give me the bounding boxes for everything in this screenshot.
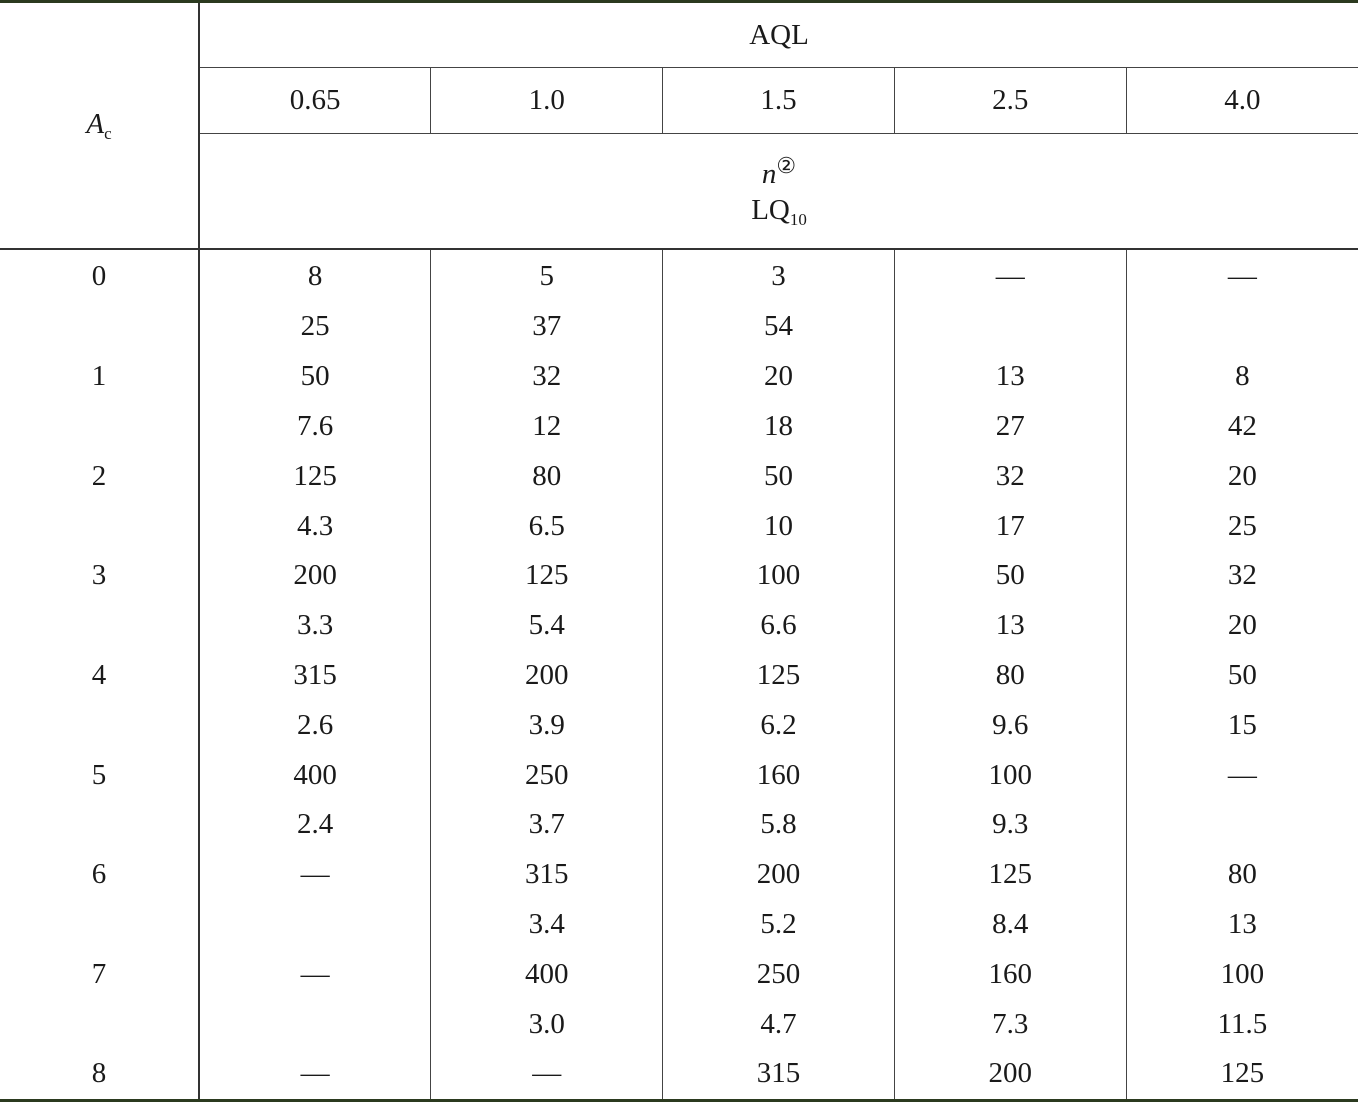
table-row	[0, 451, 1358, 501]
table-cell: 3.4	[431, 900, 663, 950]
ac-value-cell: 2	[0, 451, 199, 501]
ac-value-cell: 5	[0, 750, 199, 800]
ac-value-cell	[0, 900, 199, 950]
table-cell: 18	[663, 402, 895, 452]
table-cell: 160	[894, 949, 1126, 999]
table-cell: 250	[663, 949, 895, 999]
table-cell: 32	[431, 352, 663, 402]
table-cell: 7.3	[894, 999, 1126, 1049]
table-cell: 5	[431, 249, 663, 302]
table-cell: 11.5	[1217, 1007, 1268, 1040]
ac-column-header	[0, 2, 199, 250]
table-row	[0, 1049, 1358, 1100]
table-cell: 125	[431, 551, 663, 601]
table-cell: 13	[1227, 907, 1257, 940]
table-cell: 10	[663, 501, 895, 551]
table-cell: 32	[894, 451, 1126, 501]
aql-value-cell: 1.5	[663, 68, 895, 134]
table-cell: 9.3	[894, 800, 1126, 850]
ac-value-cell: 4	[0, 651, 199, 701]
table-cell: 50	[1227, 658, 1257, 691]
table-cell: 3.9	[431, 700, 663, 750]
table-cell: 5.4	[431, 601, 663, 651]
table-cell: 100	[663, 551, 895, 601]
lq-subscript: 10	[789, 210, 807, 229]
table-cell: 37	[431, 302, 663, 352]
table-cell: 54	[663, 302, 895, 352]
aql-value-cell: 2.5	[894, 68, 1126, 134]
aql-values-row	[0, 68, 1358, 134]
table-cell: 7.6	[199, 402, 431, 452]
table-cell: 27	[894, 402, 1126, 452]
ac-value-cell: 6	[0, 850, 199, 900]
table-cell: 100	[1220, 957, 1265, 990]
table-cell: 25	[199, 302, 431, 352]
table-cell	[199, 999, 431, 1049]
table-cell: 2.4	[199, 800, 431, 850]
table-cell: 3.7	[431, 800, 663, 850]
table-cell	[894, 302, 1126, 352]
table-cell: 13	[894, 352, 1126, 402]
table-row	[0, 850, 1358, 900]
ac-symbol: A	[86, 107, 105, 140]
table-cell: 50	[894, 551, 1126, 601]
n-symbol: n	[761, 157, 777, 190]
table-cell: 80	[894, 651, 1126, 701]
table-cell: 250	[431, 750, 663, 800]
table-row	[0, 352, 1358, 402]
n-lq-header	[199, 134, 1358, 250]
n-label	[200, 152, 1358, 192]
table-cell: 32	[1227, 559, 1257, 592]
ac-value-cell: 7	[0, 949, 199, 999]
table-cell: —	[431, 1049, 663, 1100]
aql-value-cell: 1.0	[431, 68, 663, 134]
table-cell: 400	[431, 949, 663, 999]
table-cell: —	[199, 850, 431, 900]
table-cell: 9.6	[894, 700, 1126, 750]
table-cell: 125	[663, 651, 895, 701]
table-row	[0, 402, 1358, 452]
aql-value-cell: 0.65	[199, 68, 431, 134]
table-cell: 400	[199, 750, 431, 800]
table-cell: 20	[1227, 459, 1257, 492]
table-cell: 200	[431, 651, 663, 701]
table-cell: 25	[1227, 509, 1257, 542]
table-row	[0, 651, 1358, 701]
table-row	[0, 949, 1358, 999]
table-cell: —	[199, 949, 431, 999]
ac-value-cell	[0, 601, 199, 651]
table-cell: 20	[663, 352, 895, 402]
aql-header: AQL	[199, 2, 1358, 68]
table-cell: 4.3	[199, 501, 431, 551]
ac-subscript: c	[104, 123, 112, 143]
table-cell: 42	[1227, 409, 1257, 442]
ac-value-cell: 0	[0, 249, 199, 302]
table-cell: 3.0	[431, 999, 663, 1049]
ac-value-cell	[0, 302, 199, 352]
ac-value-cell: 1	[0, 352, 199, 402]
table-cell: 6.6	[663, 601, 895, 651]
ac-value-cell	[0, 402, 199, 452]
table-cell: 5.8	[663, 800, 895, 850]
table-cell	[199, 900, 431, 950]
table-row	[0, 501, 1358, 551]
ac-value-cell: 3	[0, 551, 199, 601]
table-cell: 80	[1227, 858, 1257, 891]
table-row	[0, 900, 1358, 950]
footnote-marker: ②	[776, 152, 797, 178]
table-cell: 125	[1126, 1049, 1358, 1100]
table-cell: 15	[1227, 708, 1257, 741]
lq-main: LQ	[751, 194, 790, 226]
table-cell: 20	[1227, 609, 1257, 642]
table-cell: 13	[894, 601, 1126, 651]
table-cell: 3	[663, 249, 895, 302]
table-cell: —	[199, 1049, 431, 1100]
table-row	[0, 601, 1358, 651]
table-cell	[1126, 302, 1358, 352]
table-cell: 2.6	[199, 700, 431, 750]
table-cell: 50	[663, 451, 895, 501]
table-cell: 160	[663, 750, 895, 800]
table-body	[0, 249, 1358, 1100]
table-row	[0, 999, 1358, 1049]
table-row	[0, 302, 1358, 352]
table-cell	[1126, 800, 1358, 850]
table-cell: 8	[1235, 360, 1250, 393]
table-cell: 6.2	[663, 700, 895, 750]
table-cell: 200	[663, 850, 895, 900]
ac-value-cell	[0, 700, 199, 750]
table-cell: 5.2	[663, 900, 895, 950]
table-cell: 6.5	[431, 501, 663, 551]
table-cell: 315	[199, 651, 431, 701]
table-cell: 125	[199, 451, 431, 501]
table-cell: 200	[199, 551, 431, 601]
table-cell: 125	[894, 850, 1126, 900]
table-cell: 50	[199, 352, 431, 402]
lq-label	[200, 192, 1358, 230]
table-cell: 80	[431, 451, 663, 501]
table-cell: 315	[663, 1049, 895, 1100]
table-cell: —	[1227, 259, 1257, 292]
table-row	[0, 800, 1358, 850]
ac-value-cell	[0, 999, 199, 1049]
table-cell: 8.4	[894, 900, 1126, 950]
table-row	[0, 249, 1358, 302]
table-cell: —	[1227, 758, 1257, 791]
table-row	[0, 700, 1358, 750]
table-row	[0, 750, 1358, 800]
table-cell: 12	[431, 402, 663, 452]
table-cell: 4.7	[663, 999, 895, 1049]
ac-value-cell	[0, 501, 199, 551]
table-cell: 100	[894, 750, 1126, 800]
ac-value-cell: 8	[0, 1049, 199, 1100]
aql-value-cell: 4.0	[1126, 68, 1358, 134]
table-cell: 3.3	[199, 601, 431, 651]
table-cell: 200	[894, 1049, 1126, 1100]
table-cell: 17	[894, 501, 1126, 551]
ac-value-cell	[0, 800, 199, 850]
table-cell: 315	[431, 850, 663, 900]
table-row	[0, 551, 1358, 601]
table-cell: 8	[199, 249, 431, 302]
table-cell: —	[894, 249, 1126, 302]
